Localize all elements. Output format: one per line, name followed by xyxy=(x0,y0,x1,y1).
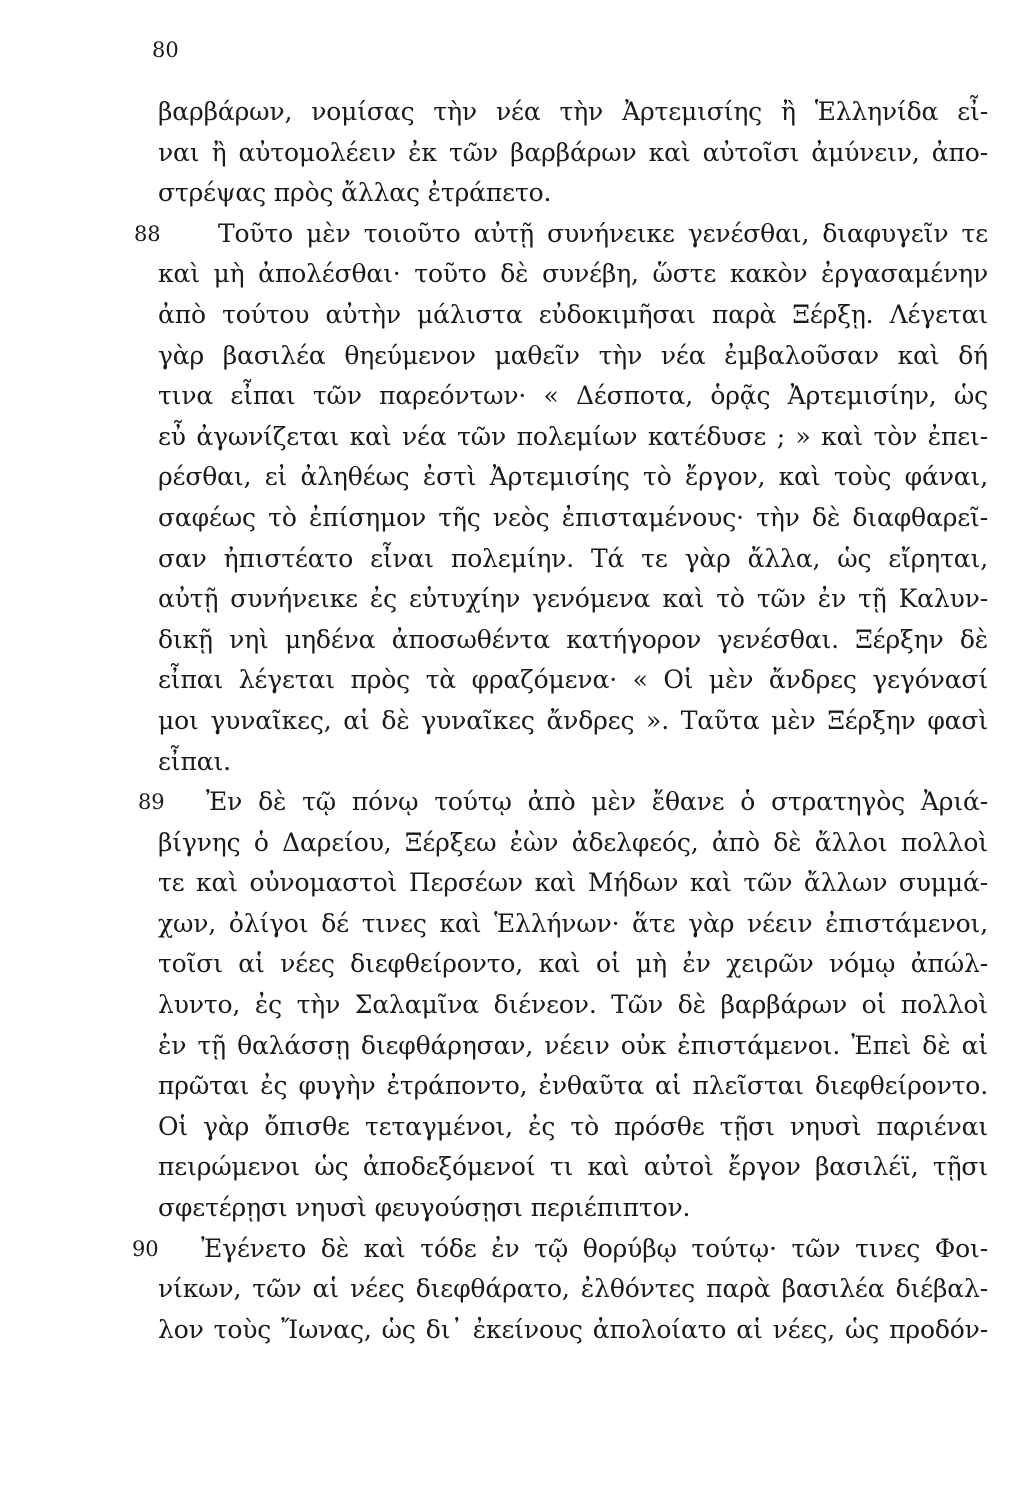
line-text: ἐν τῇ θαλάσσῃ διεφθάρησαν, νέειν οὐκ ἐπιστάμενοι. Ἐπεὶ δὲ αἱ xyxy=(158,1030,988,1060)
line-text: λυντο, ἐς τὴν Σαλαμῖνα διένεον. Τῶν δὲ βαρβάρων οἱ πολλοὶ xyxy=(158,990,988,1020)
line-text: πρῶται ἐς φυγὴν ἐτράποντο, ἐνθαῦτα αἱ πλεῖσται διεφθείροντο. xyxy=(158,1071,988,1101)
text-line xyxy=(158,579,988,620)
section-number: 88 xyxy=(134,221,161,246)
line-text: τοῖσι αἱ νέες διεφθείροντο, καὶ οἱ μὴ ἐν χειρῶν νόμῳ ἀπώλ- xyxy=(158,949,988,979)
line-text: δικῇ νηὶ μηδένα ἀποσωθέντα κατήγορον γενέσθαι. Ξέρξην δὲ xyxy=(158,624,988,654)
text-line xyxy=(158,1026,988,1067)
text-line xyxy=(158,295,988,336)
line-text: σφετέρῃσι νηυσὶ φευγούσῃσι περιέπιπτον. xyxy=(158,1193,691,1223)
text-line xyxy=(158,863,988,904)
text-line xyxy=(158,92,988,133)
text-line xyxy=(158,254,988,295)
line-text: πειρώμενοι ὡς ἀποδεξόμενοί τι καὶ αὐτοὶ ἔργον βασιλέϊ, τῇσι xyxy=(158,1152,988,1182)
section-number: 90 xyxy=(132,1236,159,1261)
text-line xyxy=(134,214,988,255)
line-text: τε καὶ οὐνομαστοὶ Περσέων καὶ Μήδων καὶ τῶν ἄλλων συμμά- xyxy=(158,868,988,898)
text-line xyxy=(158,457,988,498)
text-line xyxy=(158,985,988,1026)
text-line xyxy=(158,539,988,580)
line-text: μοι γυναῖκες, αἱ δὲ γυναῖκες ἄνδρες ». Ταῦτα μὲν Ξέρξην φασὶ xyxy=(158,705,988,735)
line-text: εἶπαι. xyxy=(158,746,231,776)
text-line xyxy=(132,1229,988,1270)
text-line xyxy=(158,944,988,985)
text-line xyxy=(158,742,988,783)
line-text: ναι ἢ αὐτομολέειν ἐκ τῶν βαρβάρων καὶ αὐτοῖσι ἀμύνειν, ἀπο- xyxy=(158,137,988,167)
text-line xyxy=(158,498,988,539)
body-text xyxy=(132,92,988,1350)
text-line xyxy=(158,1107,988,1148)
line-text: Ἐν δὲ τῷ πόνῳ τούτῳ ἀπὸ μὲν ἔθανε ὁ στρατηγὸς Ἀριά- xyxy=(206,787,988,817)
text-line xyxy=(158,1188,988,1229)
line-text: αὐτῇ συνήνεικε ἐς εὐτυχίην γενόμενα καὶ τὸ τῶν ἐν τῇ Καλυν- xyxy=(158,584,988,614)
line-text: εἶπαι λέγεται πρὸς τὰ φραζόμενα· « Οἱ μὲν ἄνδρες γεγόνασί xyxy=(158,665,988,695)
line-text: στρέψας πρὸς ἄλλας ἐτράπετο. xyxy=(158,178,552,208)
text-line xyxy=(158,823,988,864)
line-text: σαφέως τὸ ἐπίσημον τῆς νεὸς ἐπισταμένους· τὴν δὲ διαφθαρεῖ- xyxy=(158,502,988,532)
text-line xyxy=(158,620,988,661)
text-line xyxy=(158,336,988,377)
line-text: ρέσθαι, εἰ ἀληθέως ἐστὶ Ἀρτεμισίης τὸ ἔργον, καὶ τοὺς φάναι, xyxy=(158,462,988,492)
line-text: τινα εἶπαι τῶν παρεόντων· « Δέσποτα, ὁρᾷς Ἀρτεμισίην, ὡς xyxy=(158,381,988,411)
text-line xyxy=(158,1147,988,1188)
line-text: Ἐγένετο δὲ καὶ τόδε ἐν τῷ θορύβῳ τούτῳ· τῶν τινες Φοι- xyxy=(201,1233,988,1263)
page-number: 80 xyxy=(152,38,179,62)
line-text: καὶ μὴ ἀπολέσθαι· τοῦτο δὲ συνέβη, ὥστε κακὸν ἐργασαμένην xyxy=(158,259,988,289)
line-text: ἀπὸ τούτου αὐτὴν μάλιστα εὐδοκιμῆσαι παρὰ Ξέρξῃ. Λέγεται xyxy=(158,299,988,329)
text-line xyxy=(158,701,988,742)
line-text: εὖ ἀγωνίζεται καὶ νέα τῶν πολεμίων κατέδυσε ; » καὶ τὸν ἐπει- xyxy=(158,421,988,451)
text-line xyxy=(138,782,988,823)
text-line xyxy=(158,133,988,174)
text-line xyxy=(158,1310,988,1351)
line-text: βαρβάρων, νομίσας τὴν νέα τὴν Ἀρτεμισίης ἢ Ἑλληνίδα εἶ- xyxy=(158,97,988,126)
line-text: λον τοὺς Ἴωνας, ὡς δι᾽ ἐκείνους ἀπολοίατο αἱ νέες, ὡς προδόν- xyxy=(158,1314,988,1344)
line-text: Τοῦτο μὲν τοιοῦτο αὐτῇ συνήνεικε γενέσθαι, διαφυγεῖν τε xyxy=(218,218,988,248)
line-text: Οἱ γὰρ ὄπισθε τεταγμένοι, ἐς τὸ πρόσθε τῇσι νηυσὶ παριέναι xyxy=(158,1111,988,1141)
line-text: χων, ὀλίγοι δέ τινες καὶ Ἑλλήνων· ἅτε γὰρ νέειν ἐπιστάμενοι, xyxy=(158,908,988,938)
text-line xyxy=(158,173,988,214)
line-text: βίγνης ὁ Δαρείου, Ξέρξεω ἐὼν ἀδελφεός, ἀπὸ δὲ ἄλλοι πολλοὶ xyxy=(158,827,988,857)
text-line xyxy=(158,1269,988,1310)
line-text: νίκων, τῶν αἱ νέες διεφθάρατο, ἐλθόντες παρὰ βασιλέα διέβαλ- xyxy=(158,1274,988,1304)
text-line xyxy=(158,417,988,458)
text-line xyxy=(158,1066,988,1107)
section-number: 89 xyxy=(138,790,165,815)
line-text: γὰρ βασιλέα θηεύμενον μαθεῖν τὴν νέα ἐμβαλοῦσαν καὶ δή xyxy=(158,340,988,370)
text-line xyxy=(158,660,988,701)
line-text: σαν ἠπιστέατο εἶναι πολεμίην. Τά τε γὰρ ἄλλα, ὡς εἴρηται, xyxy=(158,543,988,573)
text-line xyxy=(158,376,988,417)
text-line xyxy=(158,904,988,945)
